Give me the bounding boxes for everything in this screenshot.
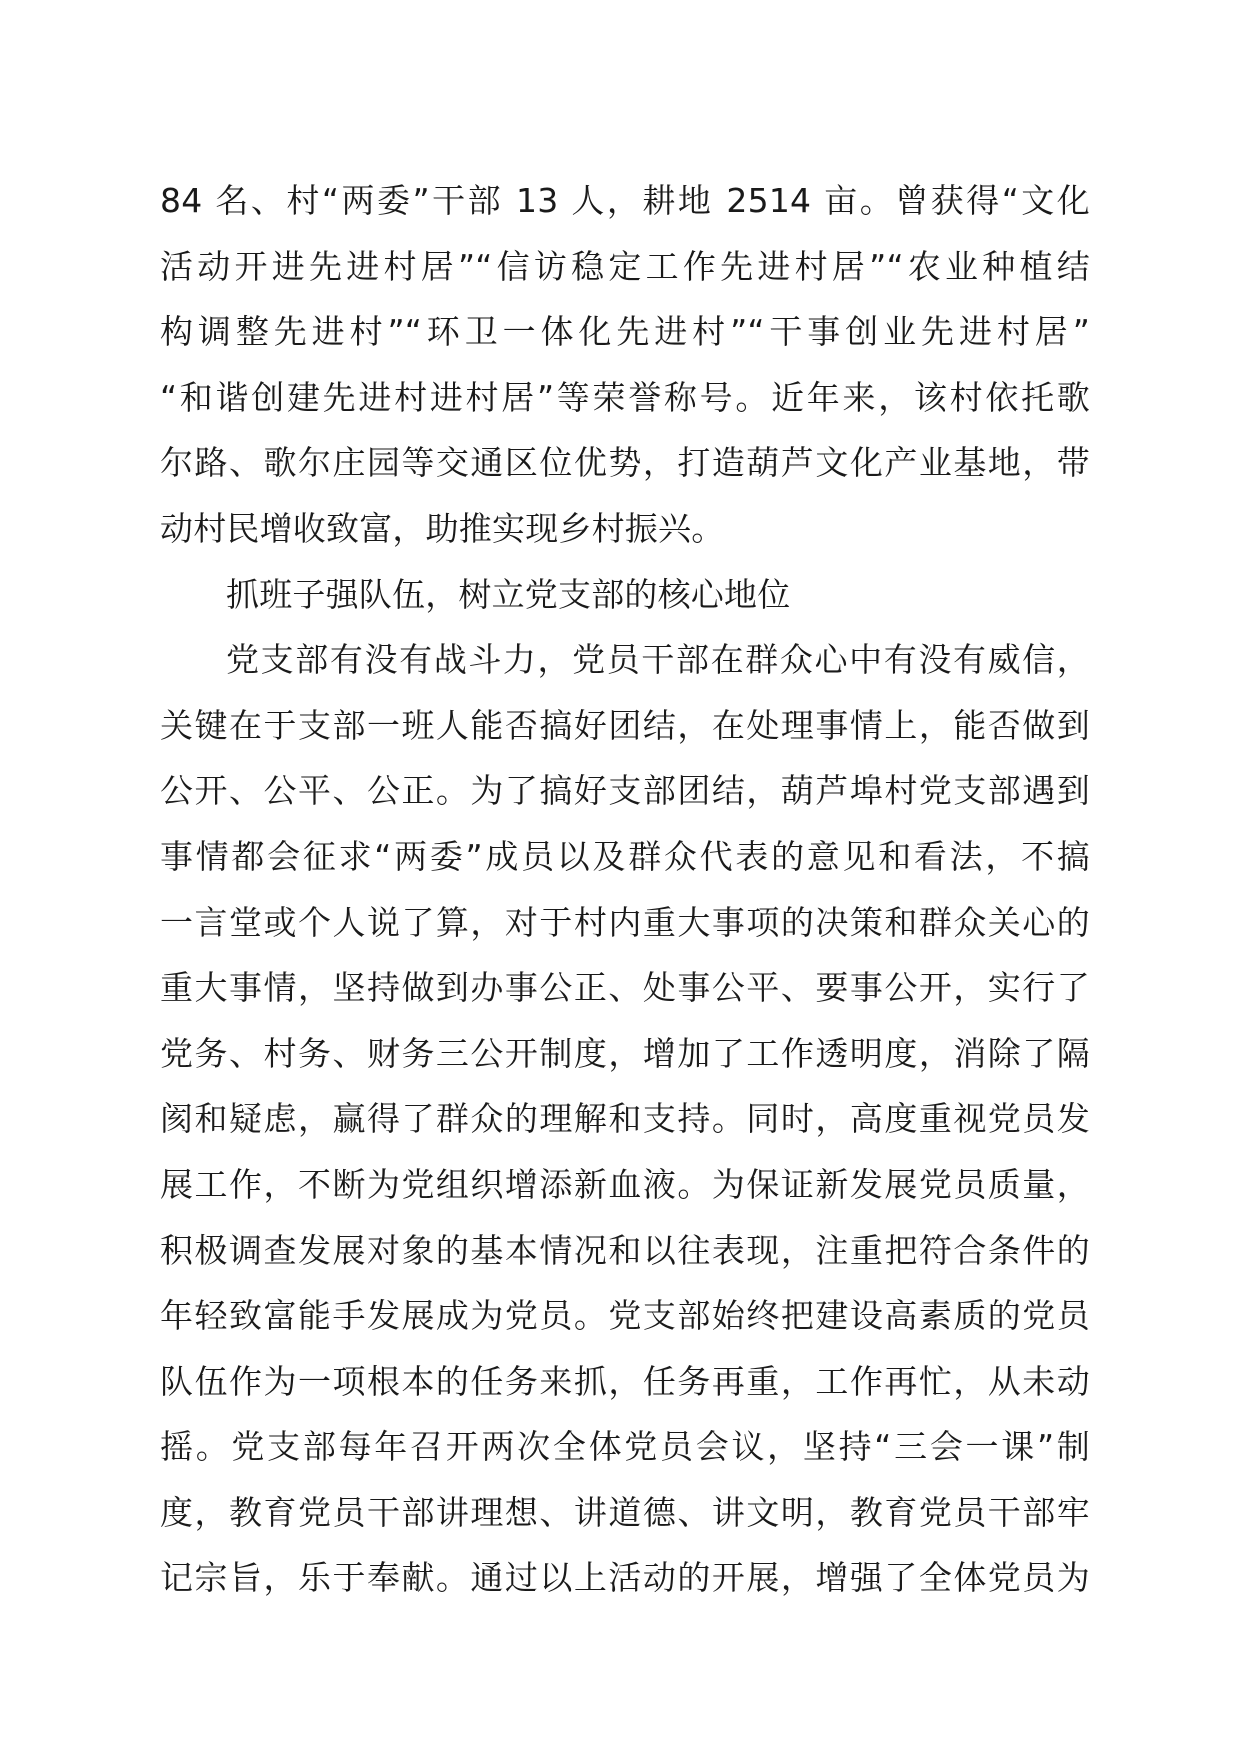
text-line: 一言堂或个人说了算，对于村内重大事项的决策和群众关心的 <box>160 902 1090 942</box>
text-line: 动村民增收致富，助推实现乡村振兴。 <box>160 508 725 548</box>
text-line: 关键在于支部一班人能否搞好团结，在处理事情上，能否做到 <box>160 705 1090 745</box>
text-line: 展工作，不断为党组织增添新血液。为保证新发展党员质量， <box>160 1164 1090 1204</box>
text-line: 积极调查发展对象的基本情况和以往表现，注重把符合条件的 <box>160 1230 1090 1270</box>
text-line: 党支部有没有战斗力，党员干部在群众心中有没有威信， <box>226 640 1090 680</box>
section-heading: 抓班子强队伍，树立党支部的核心地位 <box>226 574 791 614</box>
text-line: 阂和疑虑，赢得了群众的理解和支持。同时，高度重视党员发 <box>160 1099 1090 1139</box>
text-line: 活动开进先进村居”“信访稳定工作先进村居”“农业种植结 <box>160 246 1090 286</box>
text-line: 党务、村务、财务三公开制度，增加了工作透明度，消除了隔 <box>160 1033 1090 1073</box>
text-line: 尔路、歌尔庄园等交通区位优势，打造葫芦文化产业基地，带 <box>160 443 1090 483</box>
text-line: “和谐创建先进村进村居”等荣誉称号。近年来，该村依托歌 <box>160 377 1090 417</box>
text-line: 年轻致富能手发展成为党员。党支部始终把建设高素质的党员 <box>160 1296 1090 1336</box>
text-line: 重大事情，坚持做到办事公正、处事公平、要事公开，实行了 <box>160 968 1090 1008</box>
text-line: 度，教育党员干部讲理想、讲道德、讲文明，教育党员干部牢 <box>160 1492 1090 1532</box>
text-line: 构调整先进村”“环卫一体化先进村”“干事创业先进村居” <box>160 312 1090 352</box>
document-body <box>160 168 1090 1611</box>
text-line: 公开、公平、公正。为了搞好支部团结，葫芦埠村党支部遇到 <box>160 771 1090 811</box>
text-line: 84 名、村“两委”干部 13 人，耕地 2514 亩。曾获得“文化 <box>160 181 1090 220</box>
text-line: 队伍作为一项根本的任务来抓，任务再重，工作再忙，从未动 <box>160 1361 1090 1401</box>
text-line: 记宗旨，乐于奉献。通过以上活动的开展，增强了全体党员为 <box>160 1558 1090 1598</box>
text-line: 事情都会征求“两委”成员以及群众代表的意见和看法，不搞 <box>160 836 1090 876</box>
text-line: 摇。党支部每年召开两次全体党员会议，坚持“三会一课”制 <box>160 1427 1090 1467</box>
